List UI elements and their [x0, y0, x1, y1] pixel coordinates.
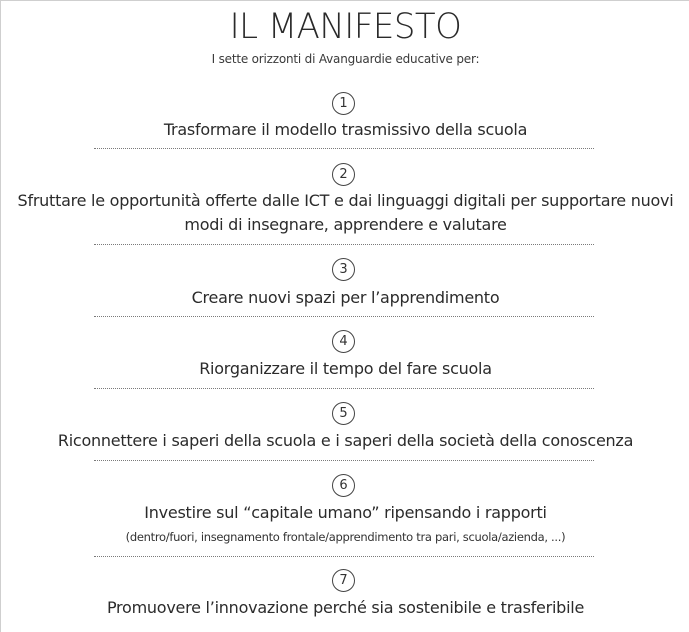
item-1-text: Trasformare il modello trasmissivo della scuola	[163, 120, 528, 139]
divider	[94, 148, 594, 149]
item-5-text: Riconnettere i saperi della scuola e i saperi della società della conoscenza	[57, 431, 634, 450]
page-title: IL MANIFESTO	[229, 7, 462, 47]
item-2-number-badge: 2	[332, 163, 355, 186]
item-3-number-badge: 3	[332, 258, 355, 281]
item-5-number-badge: 5	[332, 402, 355, 425]
item-4-number-badge: 4	[332, 330, 355, 353]
item-7-number-badge: 7	[332, 569, 355, 592]
item-1-number-badge: 1	[332, 92, 355, 115]
item-7-text: Promuovere l’innovazione perché sia sostenibile e trasferibile	[106, 598, 585, 617]
divider	[94, 388, 594, 389]
divider	[94, 460, 594, 461]
item-6-text: Investire sul “capitale umano” ripensando i rapporti	[144, 503, 547, 522]
item-3-text: Creare nuovi spazi per l’apprendimento	[191, 288, 500, 307]
item-6-number-badge: 6	[332, 474, 355, 497]
item-6-note: (dentro/fuori, insegnamento frontale/apprendimento tra pari, scuola/azienda, ...)	[125, 530, 566, 544]
divider	[94, 244, 594, 245]
divider	[94, 556, 594, 557]
item-2-text-line-2: modi di insegnare, apprendere e valutare	[184, 215, 507, 234]
page-subtitle: I sette orizzonti di Avanguardie educative per:	[211, 52, 480, 66]
item-2-text: Sfruttare le opportunità offerte dalle ICT e dai linguaggi digitali per supportare nuovi	[17, 191, 674, 210]
item-4-text: Riorganizzare il tempo del fare scuola	[199, 359, 492, 378]
divider	[94, 316, 594, 317]
